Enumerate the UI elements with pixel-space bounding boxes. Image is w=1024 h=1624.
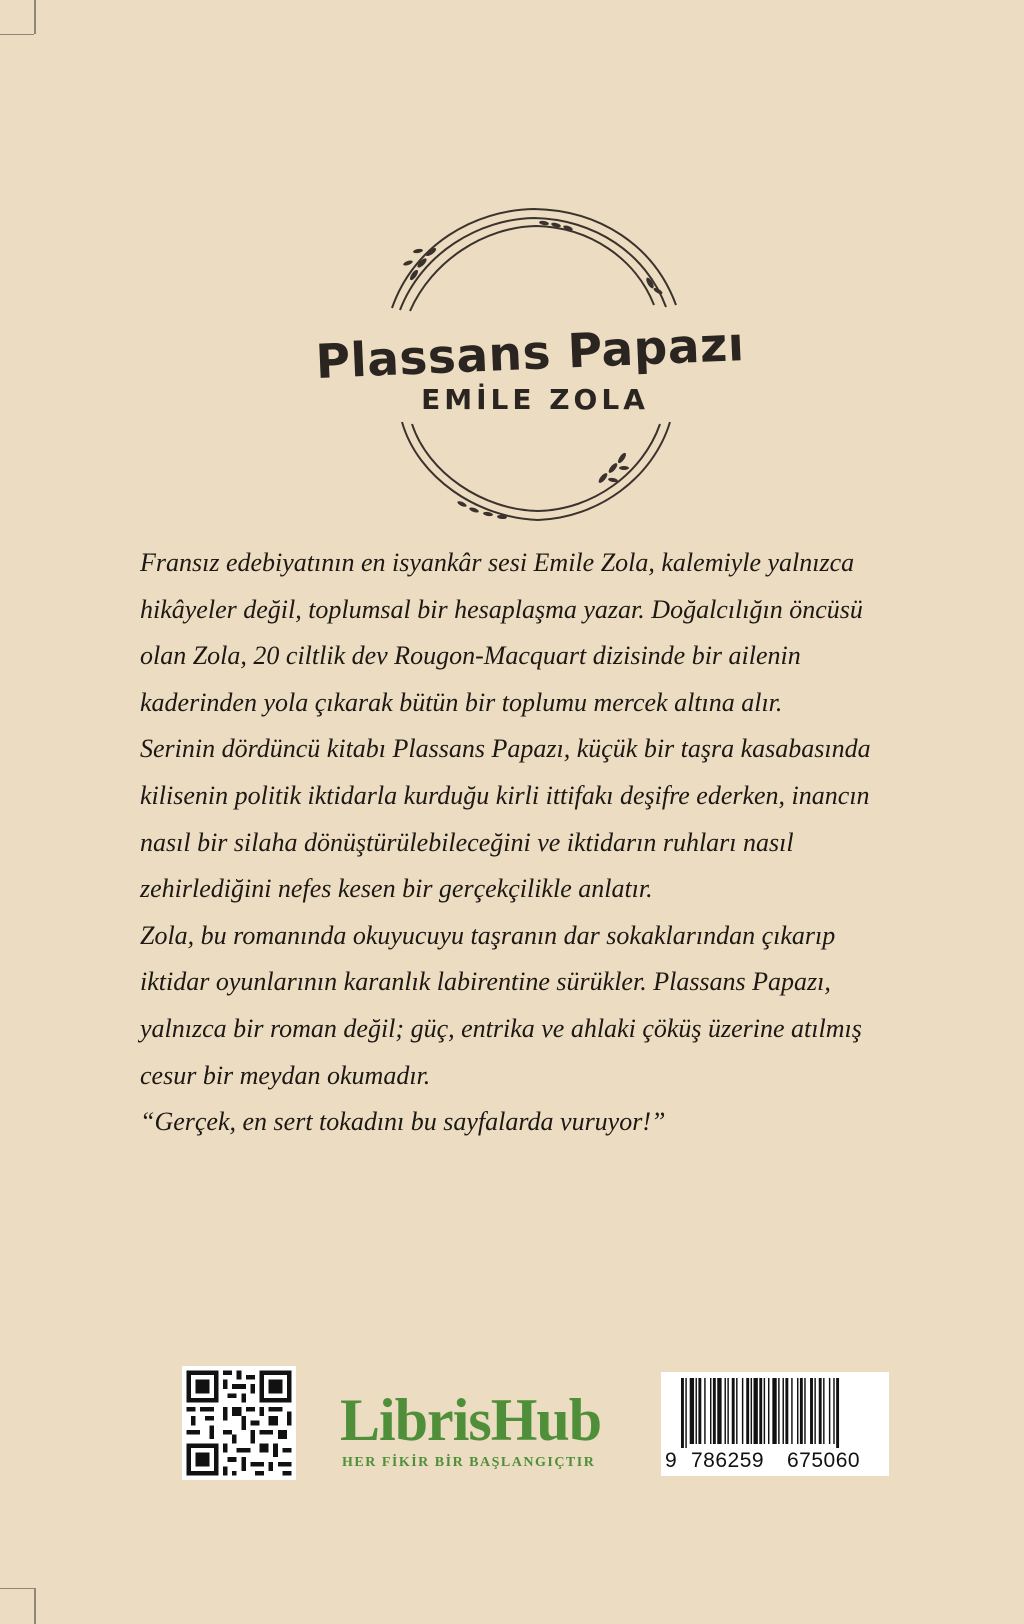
blurb-line: olan Zola, 20 ciltlik dev Rougon-Macquart dizisinde bir ailenin <box>140 641 801 671</box>
book-title: Plassans Papazı <box>314 317 746 390</box>
barcode-prefix: 9 <box>665 1449 677 1472</box>
blurb-line: yalnızca bir roman değil; güç, entrika ve ahlaki çöküş üzerine atılmış <box>140 1013 862 1043</box>
blurb-line: nasıl bir silaha dönüştürülebileceğini ve iktidarın ruhları nasıl <box>140 827 794 857</box>
blurb-line: Zola, bu romanında okuyucuyu taşranın dar sokaklarından çıkarıp <box>140 920 836 950</box>
blurb-line: Serinin dördüncü kitabı Plassans Papazı, küçük bir taşra kasabasında <box>140 734 871 764</box>
blurb-line: kaderinden yola çıkarak bütün bir toplumu mercek altına alır. <box>140 687 783 717</box>
back-cover-blurb <box>140 540 920 1146</box>
barcode-bar <box>778 1378 779 1444</box>
barcode-bar <box>823 1378 824 1444</box>
crop-mark-top-horizontal <box>0 34 34 35</box>
blurb-line: zehirlediğini nefes kesen bir gerçekçilikle anlatır. <box>140 874 653 904</box>
barcode-bar <box>685 1378 686 1448</box>
barcode-bar <box>690 1378 694 1444</box>
blurb-line: cesur bir meydan okumadır. <box>140 1060 431 1090</box>
publisher-name: LibrisHub <box>340 1387 602 1453</box>
barcode-bar <box>791 1378 792 1444</box>
isbn-barcode <box>661 1372 889 1476</box>
crop-mark-bottom-horizontal <box>0 1588 34 1589</box>
barcode-bar <box>833 1378 834 1444</box>
publisher-logo <box>340 1387 630 1475</box>
barcode-bar <box>727 1378 728 1444</box>
barcode-digits-right: 675060 <box>787 1449 861 1472</box>
barcode-bar <box>810 1378 813 1444</box>
blurb-line: kilisenin politik iktidarla kurduğu kirli ittifakı deşifre ederken, inancın <box>140 780 870 810</box>
publisher-tagline: HER FİKİR BİR BAŞLANGIÇTIR <box>342 1455 596 1470</box>
barcode-bar <box>736 1378 737 1444</box>
barcode-bar <box>710 1378 711 1444</box>
barcode-digits-left: 786259 <box>691 1449 765 1472</box>
wreath-bottom-icon <box>398 418 678 528</box>
barcode-bar <box>829 1378 830 1444</box>
barcode-bar <box>772 1378 776 1444</box>
crop-mark-top <box>34 0 36 34</box>
barcode-bar <box>814 1378 815 1444</box>
barcode-bar <box>797 1378 798 1444</box>
barcode-bar <box>783 1378 784 1444</box>
barcode-bar <box>754 1378 758 1444</box>
barcode-bar <box>725 1378 726 1444</box>
barcode-bar <box>717 1378 721 1444</box>
qr-code-icon <box>182 1366 296 1480</box>
blurb-line: Fransız edebiyatının en isyankâr sesi Emile Zola, kalemiyle yalnızca <box>140 548 855 577</box>
barcode-bar <box>759 1378 762 1444</box>
crop-mark-bottom <box>34 1588 36 1624</box>
blurb-line: “Gerçek, en sert tokadını bu sayfalarda vuruyor!” <box>140 1107 666 1137</box>
barcode-bar <box>732 1378 735 1444</box>
barcode-bar <box>804 1378 805 1444</box>
barcode-bar <box>713 1378 716 1444</box>
barcode-bar <box>836 1378 839 1448</box>
blurb-line: iktidar oyunlarının karanlık labirentine sürükler. Plassans Papazı, <box>140 967 831 997</box>
barcode-bar <box>800 1378 803 1444</box>
barcode-bar <box>751 1378 752 1444</box>
book-author: EMİLE ZOLA <box>421 383 649 416</box>
barcode-bar <box>785 1378 788 1444</box>
barcode-bar <box>698 1378 701 1444</box>
barcode-bar <box>704 1378 705 1444</box>
blurb-line: hikâyeler değil, toplumsal bir hesaplaşma yazar. Doğalcılığın öncüsü <box>140 594 863 624</box>
barcode-bar <box>696 1378 697 1444</box>
wreath-top-icon <box>384 205 684 320</box>
barcode-bar <box>764 1378 765 1444</box>
barcode-bar <box>681 1378 684 1448</box>
barcode-bars-icon <box>667 1378 883 1448</box>
barcode-bar <box>746 1378 749 1444</box>
barcode-bar <box>819 1378 822 1444</box>
barcode-bar <box>742 1378 743 1444</box>
barcode-bar <box>768 1378 769 1444</box>
